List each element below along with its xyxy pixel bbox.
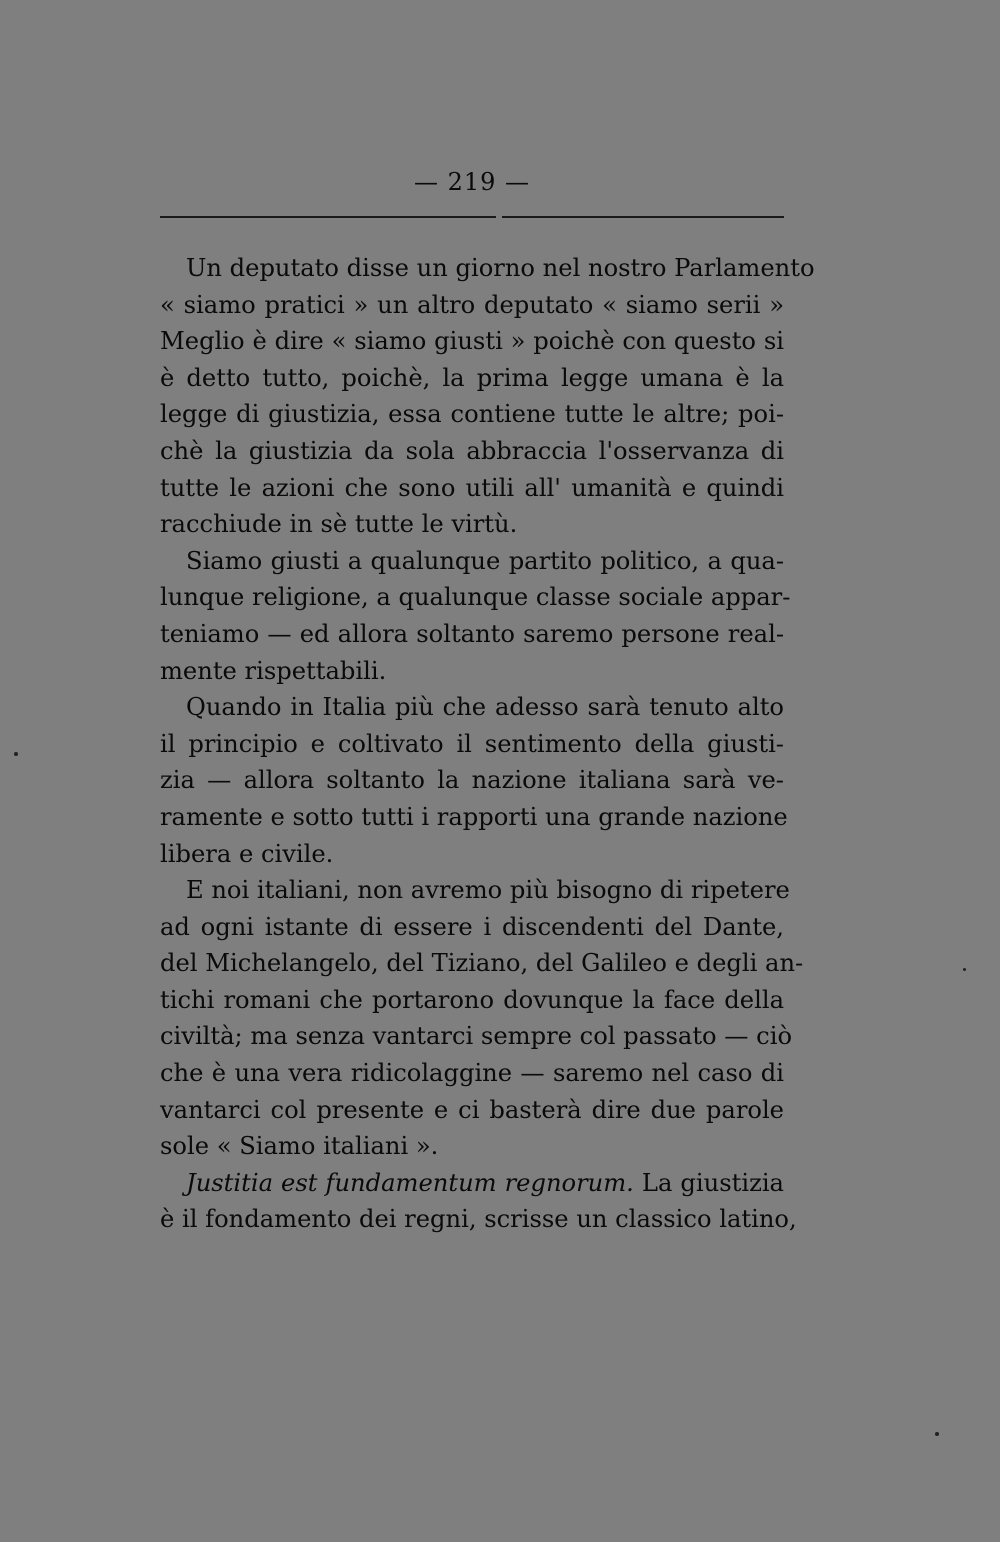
scan-speck	[935, 1432, 939, 1436]
header-rule-right	[502, 216, 784, 218]
paragraph-4-line-5: civiltà; ma senza vantarci sempre col passato — ciò	[160, 1022, 793, 1051]
paragraph-4-line-6: che è una vera ridicolaggine — saremo nel caso di	[160, 1059, 784, 1088]
paragraph-1-line-4: è detto tutto, poichè, la prima legge umana è la	[160, 363, 784, 392]
paragraph-5-line-2: è il fondamento dei regni, scrisse un classico latino,	[160, 1205, 797, 1234]
paragraph-2-line-2: lunque religione, a qualunque classe sociale appar-	[160, 583, 791, 612]
paragraph-3-line-5: libera e civile.	[160, 839, 334, 868]
paragraph-3-line-4: ramente e sotto tutti i rapporti una grande nazione	[160, 802, 788, 831]
paragraph-4-line-3: del Michelangelo, del Tiziano, del Galileo e degli an-	[160, 949, 804, 978]
page-number: — 219 —	[413, 168, 531, 196]
paragraph-2-line-4: mente rispettabili.	[160, 656, 387, 685]
paragraph-1-line-1: Un deputato disse un giorno nel nostro Parlamento	[186, 254, 815, 282]
paragraph-5-line-1-rest: La giustizia	[641, 1168, 784, 1197]
paragraph-1-line-5: legge di giustizia, essa contiene tutte le altre; poi-	[160, 400, 784, 429]
paragraph-2-line-1: Siamo giusti a qualunque partito politico, a qua-	[186, 546, 784, 575]
paragraph-3-line-3: zia — allora soltanto la nazione italiana sarà ve-	[160, 766, 784, 795]
paragraph-1-line-3: Meglio è dire « siamo giusti » poichè con questo si	[160, 327, 784, 356]
paragraph-4-line-4: tichi romani che portarono dovunque la face della	[160, 985, 784, 1014]
header-rule-left	[160, 216, 496, 218]
scan-speck	[963, 968, 966, 971]
paragraph-3-line-2: il principio e coltivato il sentimento della giusti-	[160, 729, 784, 758]
scan-speck	[14, 752, 18, 756]
paragraph-4-line-8: sole « Siamo italiani ».	[160, 1132, 439, 1161]
paragraph-1-line-6: chè la giustizia da sola abbraccia l'osservanza di	[160, 436, 784, 465]
paragraph-1-line-7: tutte le azioni che sono utili all' umanità e quindi	[160, 473, 784, 502]
latin-maxim: Justitia est fundamentum regnorum.	[186, 1168, 634, 1197]
paragraph-3-line-1: Quando in Italia più che adesso sarà tenuto alto	[186, 693, 784, 722]
body-text	[160, 250, 815, 1238]
paragraph-4-line-7: vantarci col presente e ci basterà dire due parole	[160, 1095, 784, 1124]
paragraph-4-line-2: ad ogni istante di essere i discendenti del Dante,	[160, 912, 784, 941]
paragraph-1-line-8: racchiude in sè tutte le virtù.	[160, 510, 518, 539]
paragraph-5-line-1	[160, 1165, 784, 1202]
paragraph-4-line-1: E noi italiani, non avremo più bisogno di ripetere	[186, 876, 790, 905]
paragraph-1-line-2: « siamo pratici » un altro deputato « siamo serii »	[160, 290, 784, 319]
paragraph-2-line-3: teniamo — ed allora soltanto saremo persone real-	[160, 619, 784, 648]
